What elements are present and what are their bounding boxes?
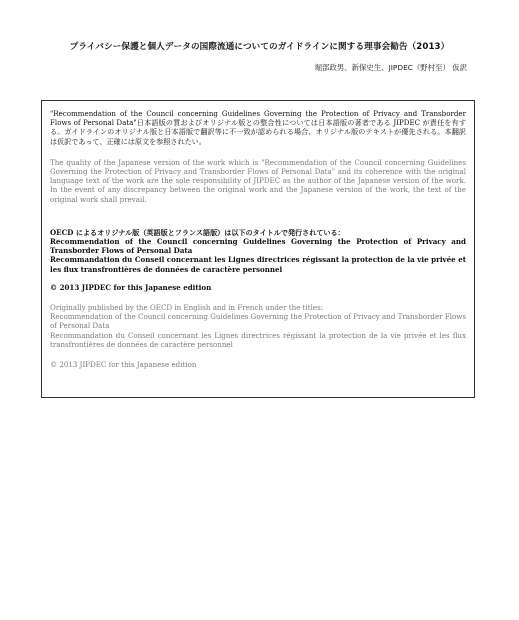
published-en-title-fr: Recommandation du Conseil concernant les Lignes directrices régissant la protection de la vie privée et les flux transfrontières de données de caractère personnel xyxy=(50,330,466,349)
published-en-title-en: Recommendation of the Council concerning Guidelines Governing the Protection of Privacy and Transborder Flows of Personal Data xyxy=(50,312,466,331)
published-jp-title-fr: Recommandation du Conseil concernant les Lignes directrices régissant la protection de la vie privée et les flux transfrontières de données de caractère personnel xyxy=(50,255,466,274)
document-authors: 堀部政男、新保史生、JIPDEC（野村至） 仮訳 xyxy=(314,63,467,72)
notice-paragraph-english: The quality of the Japanese version of the work which is "Recommendation of the Council concerning Guidelines Governing the Protection of Privacy and Transborder Flows of Personal Data" and its coherence with the original language text of the work are the sole responsibility of JIPDEC as the author of the Japanese version of the work. In the event of any discrepancy between the original work and the Japanese version of the work, the text of the original work shall prevail. xyxy=(50,157,466,204)
published-jp-line: OECD によるオリジナル版（英語版とフランス語版）は以下のタイトルで発行されている： xyxy=(50,227,345,237)
notice-paragraph-japanese: "Recommendation of the Council concerning Guidelines Governing the Protection of Privacy and Transborder Flows of Personal Data"日本語版の質およびオリジナル版との整合性については日本語版の著者である JIPDEC が責任を有する。ガイドラインのオリジナル版と日本語版で翻訳等に不一致が認められる場合、オリジナル版のテキストが優先される。本翻訳は仮訳であって、正確には原文を参照されたい。 xyxy=(50,109,466,146)
published-en-line: Originally published by the OECD in English and in French under the titles: xyxy=(50,303,324,313)
document-title: プライバシー保護と個人データの国際流通についてのガイドラインに関する理事会勧告（2013） xyxy=(69,42,450,52)
translation-notice-box xyxy=(41,100,475,398)
copyright-bold: © 2013 JIPDEC for this Japanese edition xyxy=(50,282,212,292)
copyright-grey: © 2013 JIPDEC for this Japanese edition xyxy=(50,360,197,370)
published-jp-title-en: Recommendation of the Council concerning Guidelines Governing the Protection of Privacy and Transborder Flows of Personal Data xyxy=(50,237,466,256)
